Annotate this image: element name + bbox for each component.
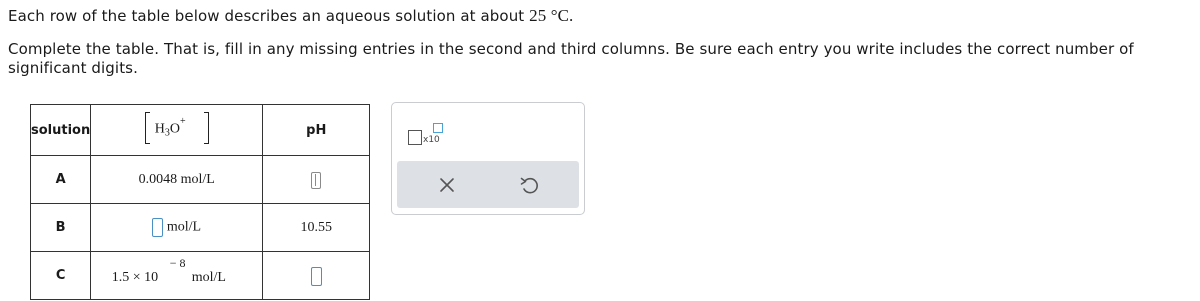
table-header-row [31, 105, 370, 156]
ph-cell-a [263, 156, 370, 204]
undo-button[interactable] [517, 173, 541, 197]
instruction-line-2: Complete the table. That is, fill in any missing entries in the second and third columns. Be sure each entry you write includes the correct number of significant digits. [8, 40, 1134, 77]
ph-input-c[interactable] [311, 267, 322, 286]
concentration-unit-c: mol/L [191, 269, 226, 285]
row-label-b: B [31, 204, 91, 252]
concentration-input-b[interactable] [152, 218, 163, 237]
exponent-c: − 8 [169, 255, 186, 270]
scientific-notation-button[interactable] [408, 123, 448, 147]
ph-input-a[interactable] [311, 172, 321, 189]
exponent-box-icon [433, 123, 443, 133]
concentration-c [112, 256, 242, 292]
table-row [31, 204, 370, 252]
table-row [31, 252, 370, 300]
header-ph: pH [263, 105, 370, 156]
header-concentration [91, 105, 263, 156]
clear-button[interactable] [435, 173, 459, 197]
math-tool-panel [391, 102, 585, 215]
row-label-a: A [31, 156, 91, 204]
concentration-cell-c [91, 252, 263, 300]
action-toolbar [397, 161, 579, 208]
concentration-unit-b: mol/L [166, 219, 202, 235]
concentration-a: 0.0048 mol/L [91, 156, 263, 204]
left-bracket [145, 112, 150, 144]
text-cursor [315, 174, 316, 186]
undo-icon [517, 173, 541, 197]
header-solution: solution [31, 105, 91, 156]
row-label-c: C [31, 252, 91, 300]
instruction-text: Each row of the table below describes an aqueous solution at about [8, 7, 525, 25]
ph-cell-c [263, 252, 370, 300]
instruction-line-1 [8, 6, 573, 26]
close-icon [435, 173, 459, 197]
temperature: 25 °C. [529, 6, 574, 25]
concentration-cell-b [91, 204, 263, 252]
table-row [31, 156, 370, 204]
mantissa-c: 1.5 × 10 [111, 269, 159, 285]
placeholder-box-icon [408, 130, 422, 145]
right-bracket [204, 112, 209, 144]
solution-table [30, 104, 370, 300]
hydronium-concentration-label: $H_3O^+$ [141, 110, 213, 146]
ph-b: 10.55 [263, 204, 370, 252]
x10-label: x10 [423, 135, 440, 145]
